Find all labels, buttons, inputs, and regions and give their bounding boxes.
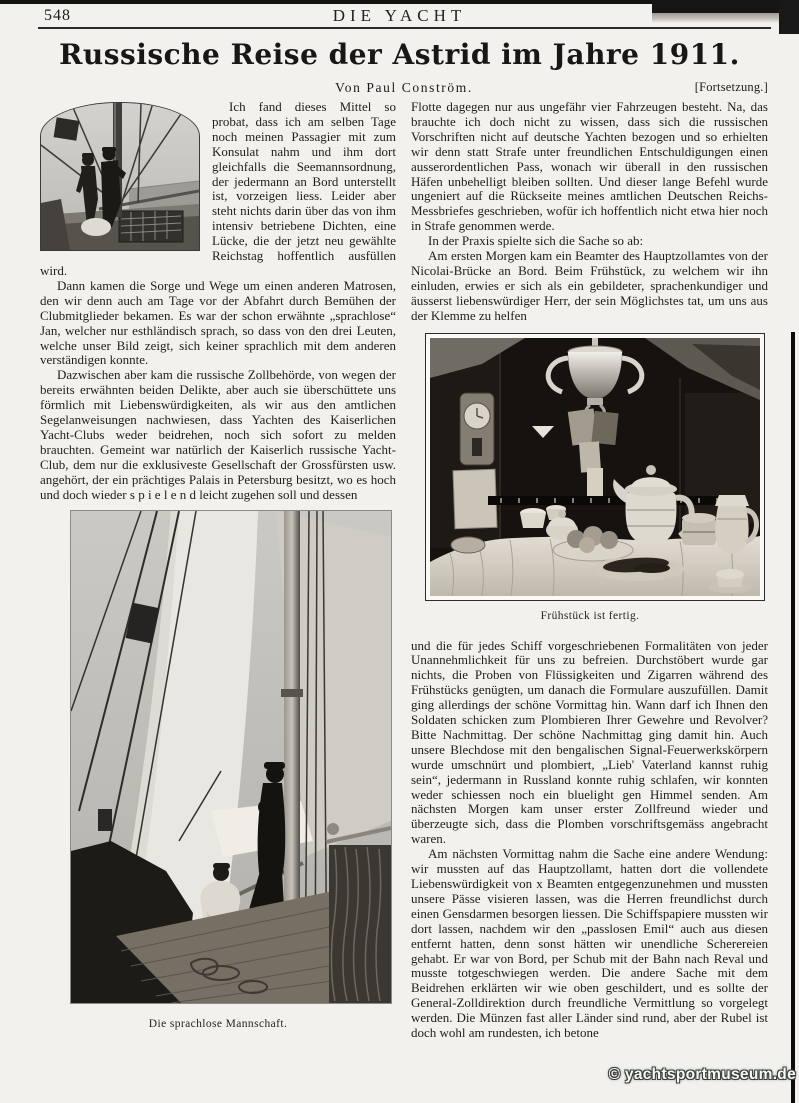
figure-breakfast xyxy=(425,333,765,601)
figure-caption-right: Frühstück ist fertig. xyxy=(540,609,640,622)
paragraph: In der Praxis spielte sich die Sache so ab: xyxy=(428,233,644,249)
paragraph: Am ersten Morgen kam ein Beamter des Hauptzollamtes von der Nicolai-Brücke an Bord. Beim Frühstück, zu welchem wir ihn einluden, erwies er sich als ein gebildeter, sprachenkundiger und äusserst liebenswürdiger Herr, der sein Möglichstes tat, um uns aus der Klemme zu helfen xyxy=(411,248,768,323)
paragraph: Flotte dagegen nur aus ungefähr vier Fahrzeugen besteht. Na, das brauchte ich doch nicht zu wissen, dass sich die russischen Vorschriften nicht auf deutsche Yachten bezogen und so erhielten wir denn statt Strafe unter freundlichen Entschuldigungen einen ausserordentlichen Pass, wonach wir überall in den russischen Häfen unbehelligt bleiben sollten. Und dieser lange Befehl wurde ungeniert auf die Rückseite meines amtlichen Deutschen Reichs-Messbriefes geschrieben, wofür ich hoffentlich nicht etwa hier noch in Strafe genommen werde. xyxy=(411,99,768,234)
figure-speechless-crew xyxy=(70,510,392,1004)
article-title: Russische Reise der Astrid im Jahre 1911. xyxy=(59,38,740,71)
paragraph: und die für jedes Schiff vorgeschriebenen Formalitäten von jeder Unannehmlichkeit für uns zu befreien. Durchstöbert wurde gar nichts, die Proben von Flüssigkeiten und Zigarren während des Frühstücks genügten, um danach die Formulare auszufüllen. Damit ging allerdings der schöne Vormittag hin. Wann darf ich Ihnen den Soldaten schicken zum Plombieren Ihrer Gewehre und Revolver? Bitte Nachmittag. Der schöne Nachmittag ging damit hin. Auch unsere Blechdose mit den bengalischen Signal-Feuerwerkskörpern wurde umschnürt und plombiert, „Lieb' Vaterland kannst ruhig sein“, jedermann in Russland konnte ruhig schlafen, wir konnten weder schiessen noch ein bluelight gen Himmel senden. Am nächsten Morgen kam unser erster Zollfreund wieder und überzeugte sich, dass die Plomben vorschriftsgemäss angebracht waren. xyxy=(411,637,768,847)
photo-breakfast-cabin xyxy=(430,338,760,596)
paragraph: Dazwischen aber kam die russische Zollbehörde, von wegen der bereits erwähnten beiden Delikte, aber auch sie überschüttete uns förmlich mit Liebenswürdigkeiten, als wir aus den amtlichen Segelanweisungen nachwiesen, dass Yachten des Kaiserlichen Yacht-Clubs weder beidrehen, noch sich sofort zu melden brauchten. Gemeint war natürlich der Kaiserlich russische Yacht-Club, dem nur die exklusiveste Gesellschaft der Grossfürsten usw. angehört, der ein prächtiges Palais in Petersburg besitzt, wo es hoch und doch wieder s p i e l e n d leicht zugehen soll und dessen xyxy=(40,367,396,502)
continuation-note: [Fortsetzung.] xyxy=(694,80,768,94)
scan-artifact-right-edge xyxy=(791,332,795,1103)
left-column xyxy=(40,100,396,1032)
figure-caption-left: Die sprachlose Mannschaft. xyxy=(148,1018,288,1031)
watermark-copyright: © yachtsportmuseum.de xyxy=(608,1066,796,1083)
paragraph: Am nächsten Vormittag nahm die Sache eine andere Wendung: wir mussten auf das Hauptzollamt, hatten dort die vollendete Liebenswürdigkeit von x Beamten entgegenzunehmen und mussten unsere Pässe visieren lassen, was die Herren freundlichst durch einen Gensdarmen besorgen liessen. Die Schiffspapiere mussten wir dort lassen, nachdem wir den „passlosen Emil“ auch aus diesen entfernt hatten, denn sonst hätten wir unendliche Scherereien gehabt. Er war von Bord, per Schub mit der Bahn nach Reval und musste totgeschwiegen werden. Die andere Sache mit dem Beidrehen erklärten wir wie oben geschildert, und es sollte der General-Zolldirektion durch freundliche Vermittlung so vorgelegt werden. Die Münzen fast aller Länder sind rund, aber der Rubel ist doch wohl am rundesten, ich betone xyxy=(411,846,768,1041)
photo-crew-at-mast xyxy=(40,102,200,251)
header-rule xyxy=(38,27,771,29)
page-number: 548 xyxy=(44,7,71,24)
paragraph: Dann kamen die Sorge und Wege um einen anderen Matrosen, den wir denn auch am Tage vor der Abfahrt durch Bemühen der Clubmitglieder bekamen. Es war der schon erwähnte „sprachlose“ Jan, welcher nur esthländisch sprach, so dass von den drei Leuten, welche unser Bild zeigt, sich keiner sprachlich mit dem anderen verständigen konnte. xyxy=(40,277,396,368)
article-byline: Von Paul Conström. xyxy=(335,80,473,95)
masthead-title: DIE YACHT xyxy=(332,6,467,25)
right-column xyxy=(411,100,768,1041)
photo-speechless-crew xyxy=(70,510,392,1004)
byline-row xyxy=(40,80,768,96)
paragraph: Ich fand dieses Mittel so probat, dass ich am selben Tage noch meinen Passagier mit zum Konsulat nahm und ihm dort gleichfalls die Seemannsordnung, der jedermann an Bord unterstellt ist, vorzeigen liess. Leider aber steht nichts darin über das von ihm intensiv betriebene Dichten, eine Lücke, die der jetzt neu gewählte Reichstag hoffentlich ausfüllen wird. xyxy=(40,99,396,278)
